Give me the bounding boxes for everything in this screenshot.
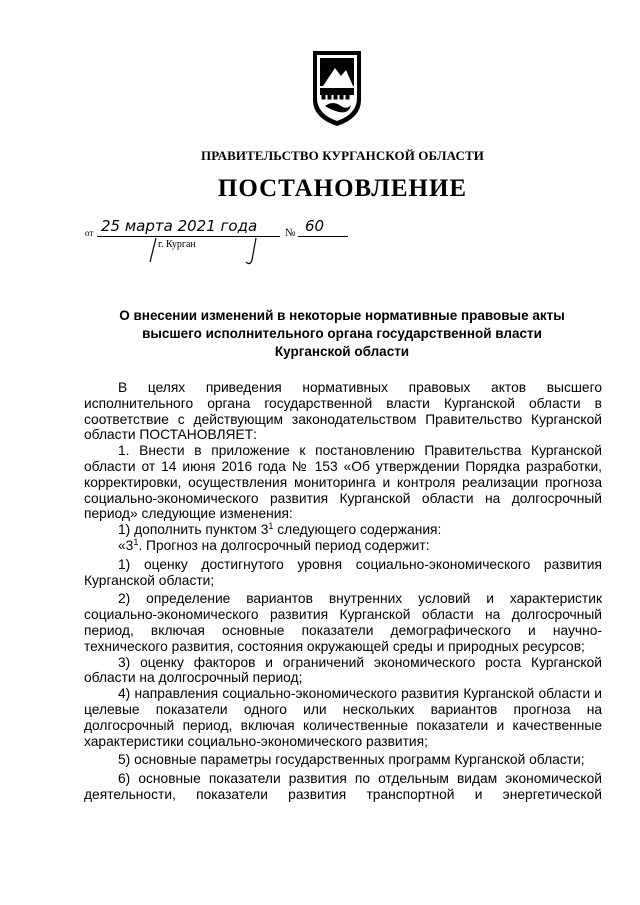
document-body — [84, 380, 602, 803]
number-underline — [298, 236, 348, 237]
superscript: 1 — [268, 521, 274, 532]
point-4-paragraph: 4) направления социально-экономического развития Курганской области и целевые показатели одного или нескольких вариантов прогноза на долгосрочный период, включая количественные показатели и качественные характеристики социально-экономического развития; — [84, 686, 602, 749]
superscript: 1 — [133, 536, 139, 547]
subject-line: О внесении изменений в некоторые нормативные правовые акты — [119, 308, 565, 323]
quote-text-a: «3 — [118, 537, 134, 553]
government-name: ПРАВИТЕЛЬСТВО КУРГАНСКОЙ ОБЛАСТИ — [201, 148, 484, 163]
subitem-1-text-a: 1) дополнить пунктом 3 — [118, 522, 269, 538]
intro-paragraph: В целях приведения нормативных правовых актов высшего исполнительного органа государственной власти Курганской области в соответствие с действующим законодательством Правительство Курганской области ПОСТАНОВЛЯЕТ: — [84, 380, 602, 443]
quote-text-b: . Прогноз на долгосрочный период содержит: — [138, 537, 430, 553]
number-label: № — [285, 227, 296, 239]
point-2-paragraph: 2) определение вариантов внутренних условий и характеристик социально-экономического развития Курганской области на долгосрочный период, включая основные показатели демографического и научно-технического развития, состояния окружающей среды и природных ресурсов; — [84, 591, 602, 654]
handwritten-date: 25 марта 2021 года — [101, 217, 258, 235]
quote-paragraph — [84, 538, 602, 554]
subject-line: Курганской области — [274, 344, 410, 359]
coat-of-arms-emblem — [311, 48, 363, 128]
document-type-title: ПОСТАНОВЛЕНИЕ — [217, 175, 468, 202]
document-subject — [92, 307, 592, 361]
point-3-paragraph: 3) оценку факторов и ограничений экономического роста Курганской области на долгосрочный период; — [84, 654, 602, 686]
date-from-label: от — [85, 228, 94, 238]
handwritten-number: 60 — [305, 217, 325, 235]
place-label: г. Курган — [158, 239, 196, 250]
subitem-1-paragraph — [84, 522, 602, 538]
point-5-paragraph: 5) основные параметры государственных программ Курганской области; — [118, 752, 585, 768]
point-1-paragraph: 1) оценку достигнутого уровня социально-экономического развития Курганской области; — [84, 556, 602, 588]
point-6-paragraph: 6) основные показатели развития по отдельным видам экономической деятельности, показатели развития транспортной и энергетической — [84, 771, 602, 802]
handwriting-strokes — [140, 236, 270, 276]
item-1-paragraph: 1. Внести в приложение к постановлению Правительства Курганской области от 14 июня 2016 года № 153 «Об утверждении Порядка разработки, корректировки, осуществления мониторинга и контроля реализации прогноза социально-экономического развития Курганской области на долгосрочный период» следующие изменения: — [84, 443, 602, 522]
subject-line: высшего исполнительного органа государственной власти — [142, 326, 542, 341]
subitem-1-text-b: следующего содержания: — [273, 522, 442, 538]
